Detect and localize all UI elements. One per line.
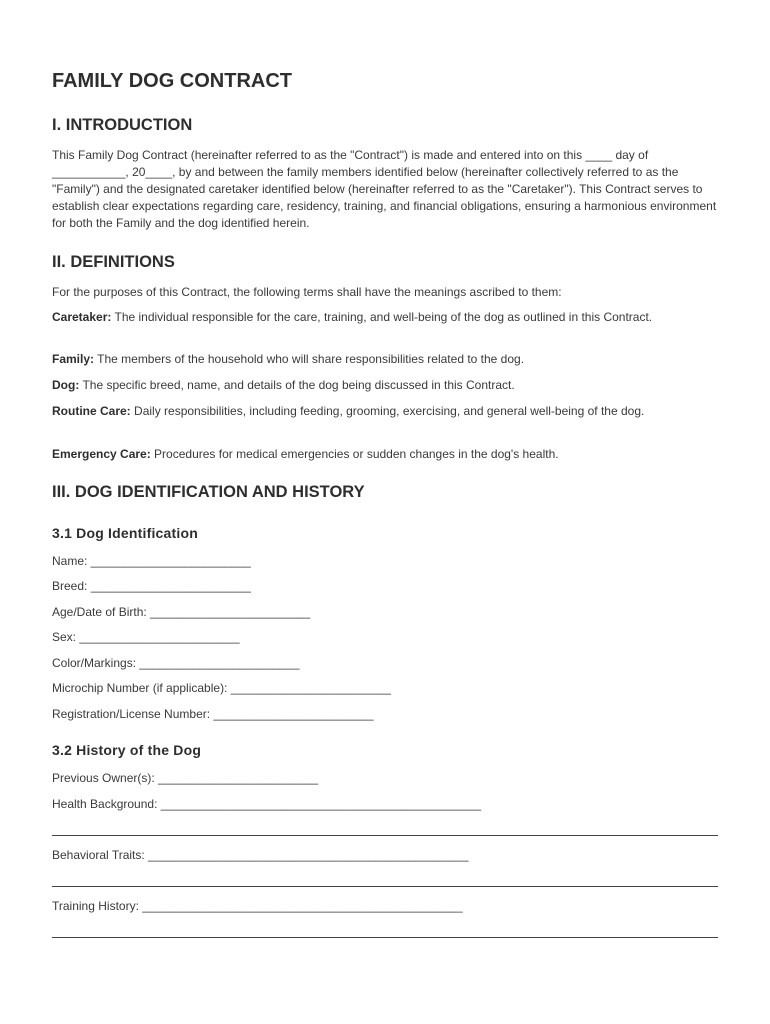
definition-term: Family: xyxy=(52,352,95,366)
definition-term: Dog: xyxy=(52,378,80,392)
definition-term: Emergency Care: xyxy=(52,447,151,461)
definition-term: Routine Care: xyxy=(52,404,131,418)
field-behavioral-traits[interactable]: Behavioral Traits: ________________________________________________ xyxy=(52,848,469,862)
introduction-paragraph: This Family Dog Contract (hereinafter referred to as the "Contract") is made and entered into on this ____ day of ___________, 20____, by and between the family members identified below (hereinafter collectively referred to as the "Family") and the designated caretaker identified below (hereinafter referred to as the "Caretaker"). This Contract serves to establish clear expectations regarding care, residency, training, and financial obligations, ensuring a harmonious environment for both the Family and the dog identified herein. xyxy=(52,148,717,230)
field-sex[interactable]: Sex: ________________________ xyxy=(52,630,240,644)
field-color-markings[interactable]: Color/Markings: ________________________ xyxy=(52,656,300,670)
definition-text: The specific breed, name, and details of the dog being discussed in this Contract. xyxy=(79,378,515,392)
subsection-heading-history-of-dog: 3.2 History of the Dog xyxy=(52,742,202,758)
definition-family xyxy=(52,351,722,368)
definition-text: The members of the household who will share responsibilities related to the dog. xyxy=(94,352,525,366)
document-title: FAMILY DOG CONTRACT xyxy=(52,70,293,92)
section-heading-introduction: I. INTRODUCTION xyxy=(52,116,193,134)
section-heading-definitions: II. DEFINITIONS xyxy=(52,253,175,271)
definition-emergency-care xyxy=(52,446,722,463)
field-registration-license-number[interactable]: Registration/License Number: ________________________ xyxy=(52,707,374,721)
definitions-lead: For the purposes of this Contract, the following terms shall have the meanings ascribed to them: xyxy=(52,285,562,299)
definition-text: The individual responsible for the care, training, and well-being of the dog as outlined in this Contract. xyxy=(111,310,653,324)
definition-text: Procedures for medical emergencies or sudden changes in the dog's health. xyxy=(150,447,559,461)
definition-routine-care xyxy=(52,403,722,420)
field-training-history[interactable]: Training History: ________________________________________________ xyxy=(52,899,463,913)
field-age-date-of-birth[interactable]: Age/Date of Birth: ________________________ xyxy=(52,605,311,619)
field-previous-owners[interactable]: Previous Owner(s): ________________________ xyxy=(52,771,319,785)
field-microchip-number[interactable]: Microchip Number (if applicable): ________________________ xyxy=(52,681,391,695)
definition-term: Caretaker: xyxy=(52,310,112,324)
training-history-continuation-line[interactable] xyxy=(52,937,718,938)
field-name[interactable]: Name: ________________________ xyxy=(52,554,251,568)
section-heading-dog-identification-history: III. DOG IDENTIFICATION AND HISTORY xyxy=(52,483,365,501)
definition-text: Daily responsibilities, including feeding, grooming, exercising, and general well-being of the dog. xyxy=(130,404,645,418)
subsection-heading-dog-identification: 3.1 Dog Identification xyxy=(52,525,198,541)
definition-caretaker xyxy=(52,309,722,326)
behavioral-traits-continuation-line[interactable] xyxy=(52,886,718,887)
health-background-continuation-line[interactable] xyxy=(52,835,718,836)
definition-dog xyxy=(52,377,722,394)
field-breed[interactable]: Breed: ________________________ xyxy=(52,579,251,593)
field-health-background[interactable]: Health Background: ________________________________________________ xyxy=(52,797,482,811)
